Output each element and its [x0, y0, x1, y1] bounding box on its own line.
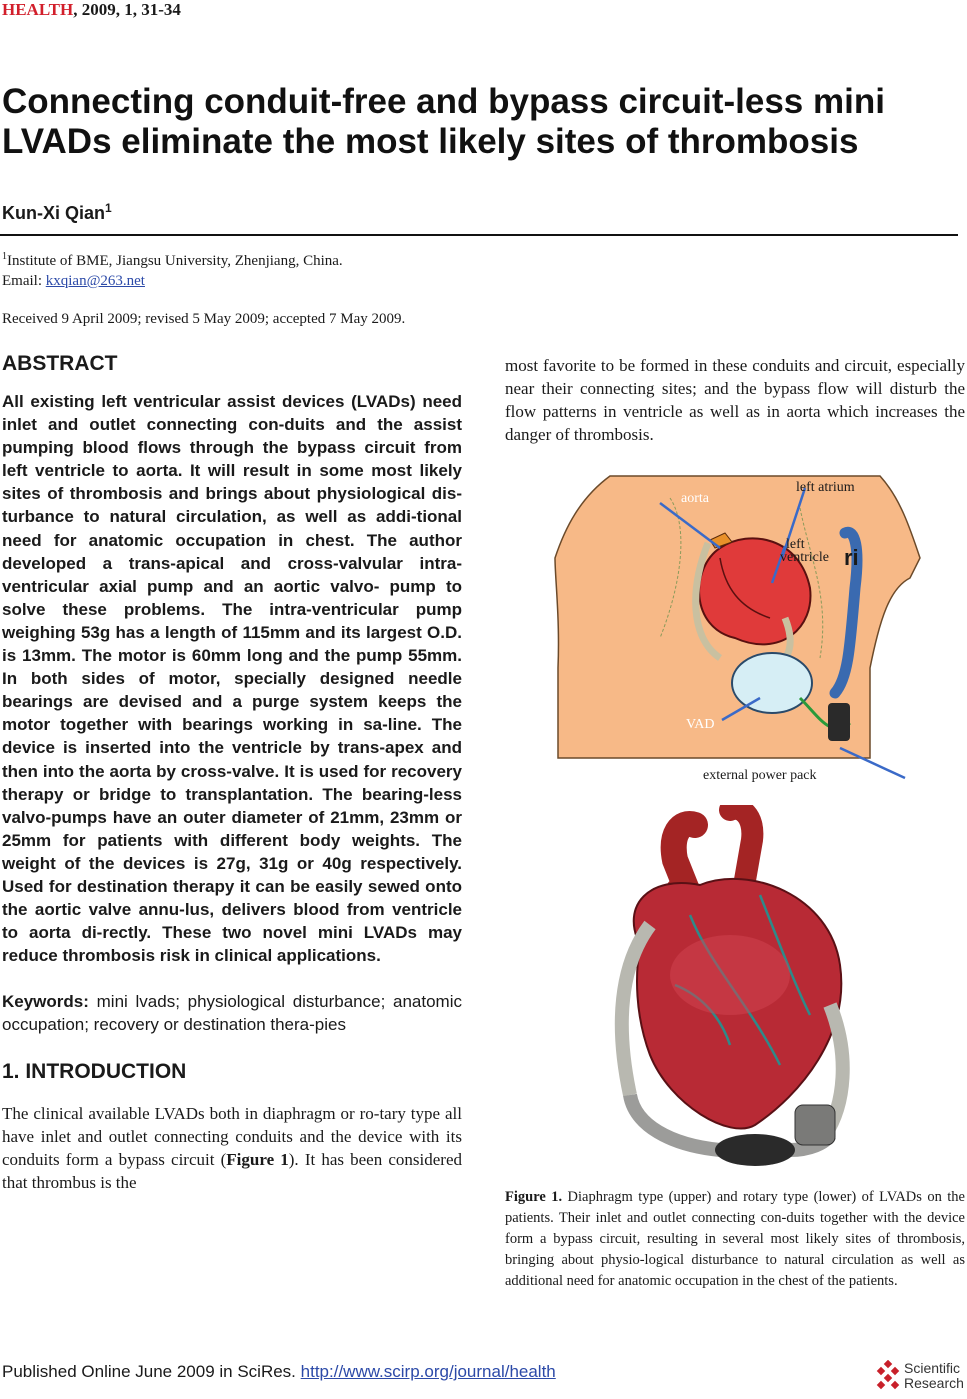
keywords: [2, 990, 462, 1036]
email-link[interactable]: kxqian@263.net: [45, 273, 145, 289]
introduction-paragraph: [2, 1102, 462, 1194]
label-left-atrium: left atrium: [796, 480, 855, 495]
intro-text-b: ). It has been considered that thrombus is the: [2, 1150, 463, 1193]
scirp-logo-icon: [874, 1360, 902, 1394]
figure-caption-label: Figure 1.: [505, 1189, 563, 1205]
figure-reference[interactable]: Figure 1: [226, 1150, 289, 1170]
diaphragm-lvad-illustration: [550, 468, 930, 788]
affiliation: [2, 247, 343, 291]
label-left: left: [786, 537, 805, 552]
paper-title: Connecting conduit-free and bypass circuit-less mini LVADs eliminate the most likely sites of thrombosis: [2, 82, 885, 161]
intro-text-a: The clinical available LVADs both in diaphragm or ro-tary type all have inlet and outlet connecting conduits and the device with its conduits form a bypass circuit (: [2, 1104, 462, 1170]
label-power-pack: external power pack: [703, 768, 817, 783]
logo-line1: Scientific: [904, 1360, 961, 1376]
label-vad: VAD: [686, 717, 715, 732]
right-column: [505, 354, 965, 446]
label-ri: ri: [844, 545, 859, 570]
rotary-lvad-heart-illustration: [580, 805, 880, 1180]
label-ventricle: ventricle: [780, 550, 829, 565]
abstract-text: All existing left ventricular assist devices (LVADs) need inlet and outlet connecting con-duits and the assist pumping blood flows through the bypass circuit from left ventricle to aorta. It will result in some most likely sites of thrombosis and brings about physiological dis-turbance to natural circulation, as well as addi-tional need for anatomic occupation in chest. The author developed a trans-apical and cross-valvular intra-ventricular axial pump and an aortic valvo- pump to solve these problems. The intra-ventricular pump weighing 53g has a length of 115mm and its largest O.D. is 13mm. The motor is 60mm long and the pump 55mm. In both sides of motor, specially designed needle bearings are devised and a purge system keeps the motor together with bearings working in sa-line. The device is inserted into the ventricle by trans-apex and then into the aorta by cross-valve. It is used for recovery therapy or bridge to transplantation. The bearing-less valvo-pumps have an outer diameter of 21mm, 23mm or 25mm for patients with different body weights. The weight of the devices is 27g, 31g or 40g respectively. Used for destination therapy it can be easily sewed onto the aortic valve annu-lus, delivers blood from ventricle to aorta di-rectly. These two novel mini LVADs may reduce thrombosis risk in clinical applications.: [2, 392, 462, 966]
author-affiliation-mark: 1: [105, 201, 112, 215]
journal-url-link[interactable]: http://www.scirp.org/journal/health: [300, 1362, 556, 1381]
footer-text: Published Online June 2009 in SciRes.: [2, 1362, 301, 1381]
keywords-label: Keywords:: [2, 992, 89, 1012]
label-aorta: aorta: [681, 491, 709, 506]
affiliation-institution: Institute of BME, Jiangsu University, Zhenjiang, China.: [7, 253, 343, 269]
journal-citation: [2, 0, 181, 20]
email-label: Email:: [2, 273, 46, 289]
figure-caption: [505, 1187, 965, 1292]
left-column: [2, 352, 462, 1194]
introduction-heading: 1. INTRODUCTION: [2, 1060, 187, 1084]
journal-volume-pages: , 2009, 1, 31-34: [73, 0, 181, 19]
author: [2, 201, 112, 224]
author-name: Kun-Xi Qian: [2, 203, 105, 223]
title-divider: [0, 234, 958, 236]
introduction-continued: most favorite to be formed in these conduits and circuit, especially near their connecting sites; and the bypass flow will disturb the flow patterns in ventricle as well as in aorta which increases the danger of thrombosis.: [505, 356, 965, 444]
journal-name: HEALTH: [2, 0, 74, 19]
logo-line2: Research: [904, 1375, 964, 1391]
scirp-logo: [874, 1360, 967, 1396]
affiliation-mark: 1: [2, 251, 7, 262]
abstract-heading: ABSTRACT: [2, 352, 118, 375]
figure-caption-text: Diaphragm type (upper) and rotary type (lower) of LVADs on the patients. Their inlet and outlet connecting con-duits together with the device form a bypass circuit, resulting in several most likely sites of thrombosis, bringing about physio-logical disturbance to natural circulation as well as additional need for anatomic occupation in the chest of the patients.: [505, 1189, 965, 1289]
footer: [2, 1362, 556, 1382]
received-dates: Received 9 April 2009; revised 5 May 2009; accepted 7 May 2009.: [2, 311, 406, 327]
keywords-text: mini lvads; physiological disturbance; anatomic occupation; recovery or destination thera-pies: [2, 992, 462, 1035]
